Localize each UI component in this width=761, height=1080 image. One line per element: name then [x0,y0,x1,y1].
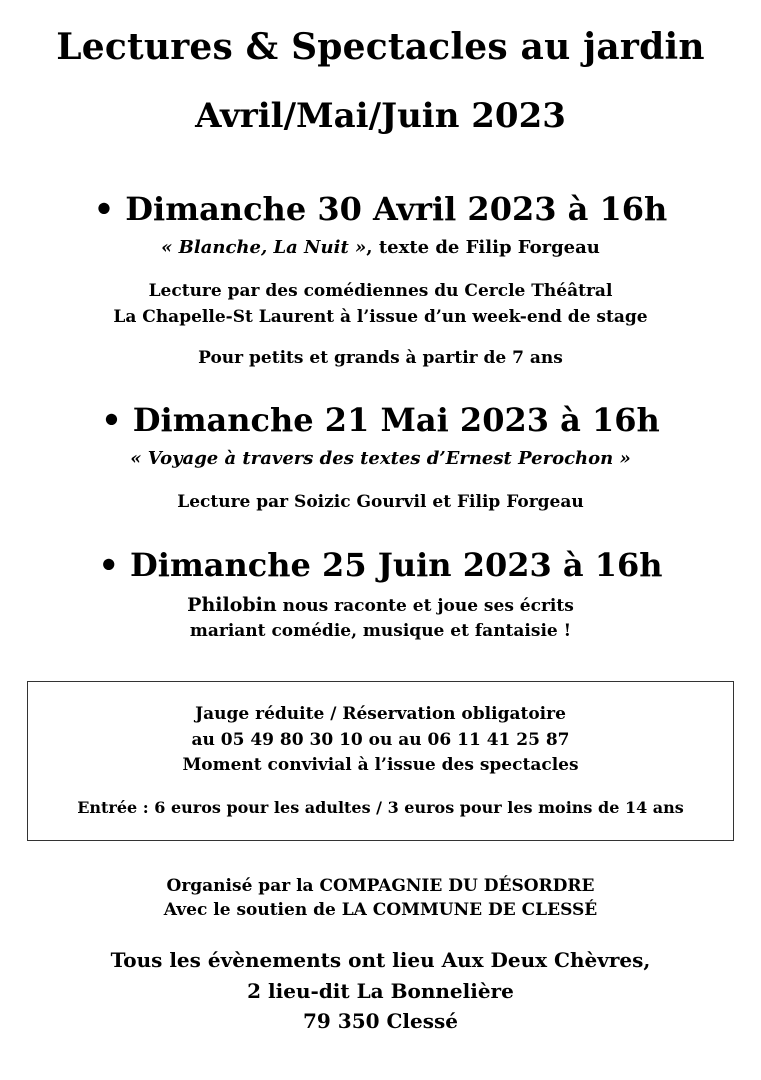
reservation-info-box [27,681,734,841]
event-3-date: • Dimanche 25 Juin 2023 à 16h [98,546,663,584]
organizer-line-2: Avec le soutien de LA COMMUNE DE CLESSÉ [163,900,598,920]
event-3-detail-1: mariant comédie, musique et fantaisie ! [189,621,572,641]
event-2-work-title: « Voyage à travers des textes d’Ernest Perochon » [130,448,631,469]
event-1-detail-2: La Chapelle-St Laurent à l’issue d’un week-end de stage [113,307,648,327]
page-title: Lectures & Spectacles au jardin [56,26,705,68]
event-1-work [0,237,761,258]
event-1-audience: Pour petits et grands à partir de 7 ans [198,348,563,368]
event-1-date: • Dimanche 30 Avril 2023 à 16h [93,190,668,228]
location-line-1: Tous les évènements ont lieu Aux Deux Chèvres, [110,948,651,972]
event-1-work-suffix: , texte de Filip Forgeau [366,237,600,258]
event-3-performer: Philobin [187,594,277,616]
event-2-detail-1: Lecture par Soizic Gourvil et Filip Forgeau [177,492,584,512]
event-1-detail-1: Lecture par des comédiennes du Cercle Théâtral [148,281,613,301]
info-box-line-2: au 05 49 80 30 10 ou au 06 11 41 25 87 [191,730,570,750]
location-line-3: 79 350 Clessé [303,1009,458,1033]
page-subtitle: Avril/Mai/Juin 2023 [195,96,566,136]
organizer-line-1: Organisé par la COMPAGNIE DU DÉSORDRE [166,876,595,896]
info-box-line-3: Moment convivial à l’issue des spectacles [182,755,579,775]
event-3-performer-line [0,594,761,616]
event-3-performer-suffix: nous raconte et joue ses écrits [276,596,574,616]
event-2-date: • Dimanche 21 Mai 2023 à 16h [101,401,660,439]
info-box-line-1: Jauge réduite / Réservation obligatoire [195,704,566,724]
location-line-2: 2 lieu-dit La Bonnelière [247,979,514,1003]
event-1-work-title: « Blanche, La Nuit » [161,237,367,258]
info-box-price: Entrée : 6 euros pour les adultes / 3 euros pour les moins de 14 ans [77,798,684,817]
